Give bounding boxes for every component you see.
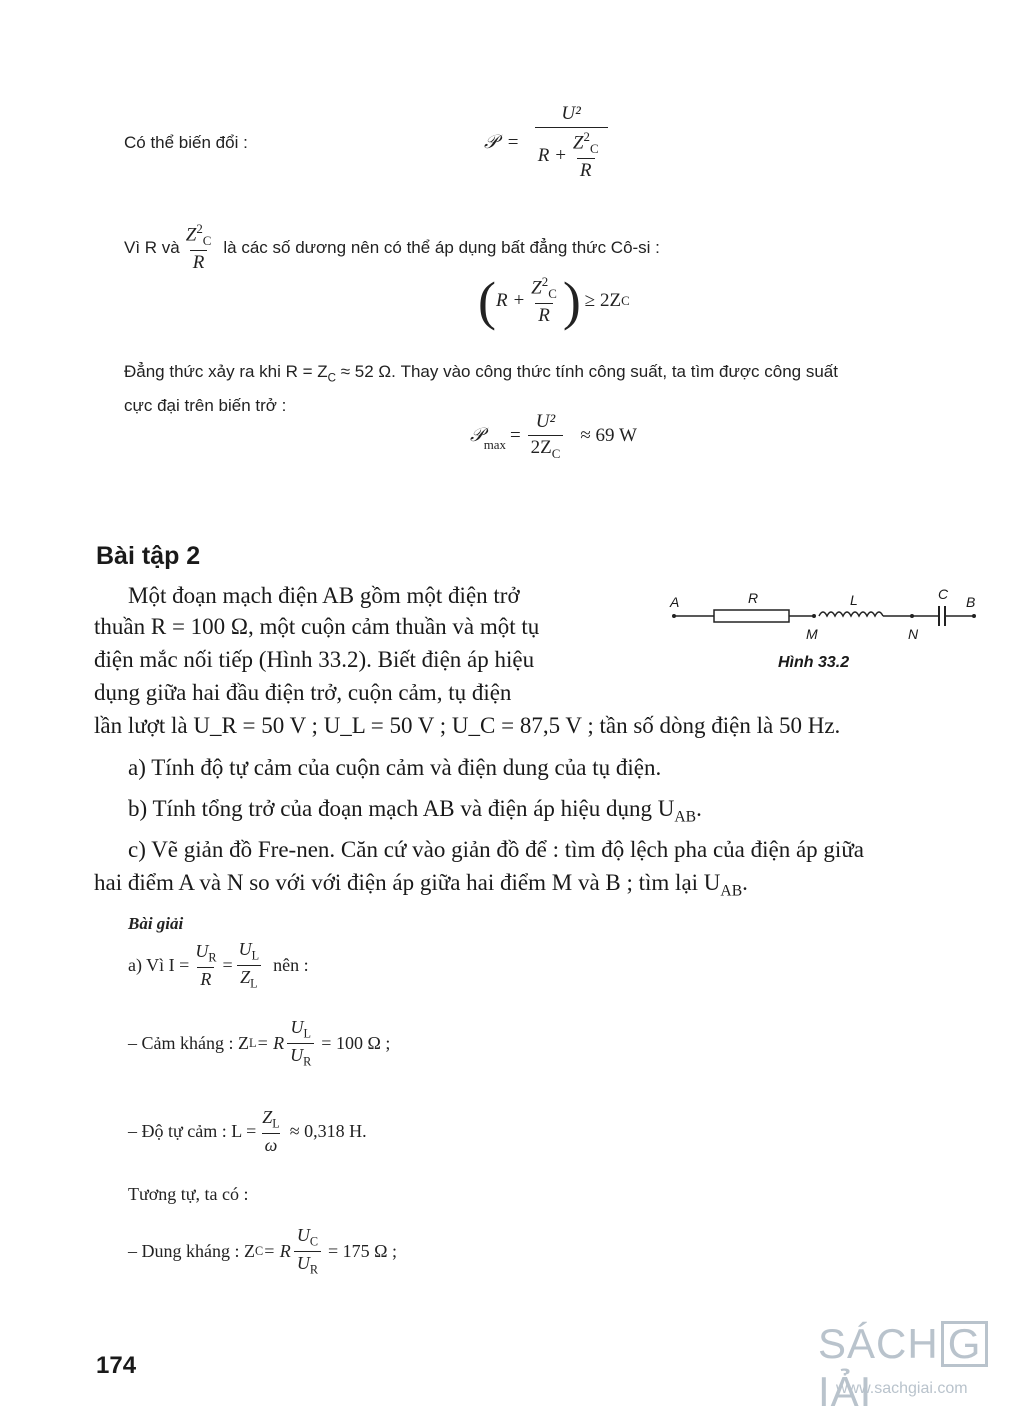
label-l: L bbox=[850, 592, 858, 608]
exercise-paragraph-3: điện mắc nối tiếp (Hình 33.2). Biết điện áp hiệu bbox=[94, 647, 535, 672]
equality-line-2: cực đại trên biến trở : bbox=[124, 396, 287, 415]
label-r: R bbox=[748, 590, 759, 606]
solution-title: Bài giải bbox=[128, 914, 184, 933]
page-number: 174 bbox=[96, 1352, 137, 1379]
power-formula: 𝒫 = U² R + $\frac{Z^2_C}{R}$ bbox=[484, 104, 614, 182]
circuit-diagram bbox=[664, 586, 984, 656]
exercise-paragraph-2: thuần R = 100 Ω, một cuộn cảm thuần và một tụ bbox=[94, 614, 540, 639]
inductive-reactance-line: – Cảm kháng : Z L = R $\frac{U_L}{U_R}$ = 100 Ω ; bbox=[128, 1017, 391, 1069]
label-m: M bbox=[806, 626, 818, 642]
label-n: N bbox=[908, 626, 919, 642]
similar-line: Tương tự, ta có : bbox=[128, 1184, 249, 1204]
exercise-paragraph-5: lần lượt là U_R = 50 V ; U_L = 50 V ; U_C = 87,5 V ; tần số dòng điện là 50 Hz. bbox=[94, 713, 841, 738]
watermark-logo: SÁCH GIẢI bbox=[818, 1320, 1024, 1416]
power-fraction: U² R + $\frac{Z^2_C}{R}$ bbox=[531, 104, 610, 182]
label-c: C bbox=[938, 586, 949, 602]
label-b: B bbox=[966, 594, 976, 610]
exercise-paragraph-1: Một đoạn mạch điện AB gồm một điện trở bbox=[128, 583, 520, 608]
question-a: a) Tính độ tự cảm của cuộn cảm và điện dung của tụ điện. bbox=[128, 755, 662, 780]
label-a: A bbox=[670, 594, 680, 610]
watermark-url: www.sachgiai.com bbox=[836, 1380, 968, 1397]
circuit-figure bbox=[664, 586, 984, 686]
question-c-line-1: c) Vẽ giản đồ Fre-nen. Căn cứ vào giản đồ để : tìm độ lệch pha của điện áp giữa bbox=[128, 837, 864, 862]
cauchy-line: Vì R và $\frac{Z^2_C}{R}$ là các số dương nên có thể áp dụng bất đẳng thức Cô-si : bbox=[124, 221, 660, 274]
pmax-formula: 𝒫 $_{max}$ = $\frac{\text{U²}}{2Z_C}$ ≈ 69 W bbox=[470, 411, 637, 461]
transform-label: Có thể biến đổi : bbox=[124, 133, 248, 152]
power-symbol: 𝒫 bbox=[484, 132, 498, 154]
exercise-paragraph-4: dụng giữa hai đầu điện trở, cuộn cảm, tụ điện bbox=[94, 680, 512, 705]
solution-a-line: a) Vì I = $\frac{U_R}{R}$ = $\frac{U_L}{Z_L}$ nên : bbox=[128, 939, 309, 991]
exercise-heading: Bài tập 2 bbox=[96, 542, 201, 570]
inductor-symbol bbox=[819, 612, 883, 616]
resistor-symbol bbox=[714, 610, 789, 622]
node-m bbox=[812, 614, 816, 618]
figure-caption: Hình 33.2 bbox=[778, 654, 850, 671]
question-c-line-2: hai điểm A và N so với với điện áp giữa hai điểm M và B ; tìm lại $U_{AB}$. bbox=[94, 870, 748, 900]
inductance-line: – Độ tự cảm : L = $\frac{Z_L}{\omega}$ ≈ 0,318 H. bbox=[128, 1107, 367, 1156]
question-b: b) Tính tổng trở của đoạn mạch AB và điện áp hiệu dụng $U_{AB}$. bbox=[128, 796, 702, 826]
capacitive-reactance-line: – Dung kháng : Z C = R $\frac{U_C}{U_R}$ = 175 Ω ; bbox=[128, 1225, 398, 1277]
equality-line-1: Đẳng thức xảy ra khi $R = Z_C \approx 52$ Ω. Thay vào công thức tính công suất, ta tìm được công suất bbox=[124, 362, 838, 385]
cauchy-inequality: ( R + $\frac{Z^2_C}{R}$ ) ≥ 2Z C bbox=[478, 271, 630, 331]
